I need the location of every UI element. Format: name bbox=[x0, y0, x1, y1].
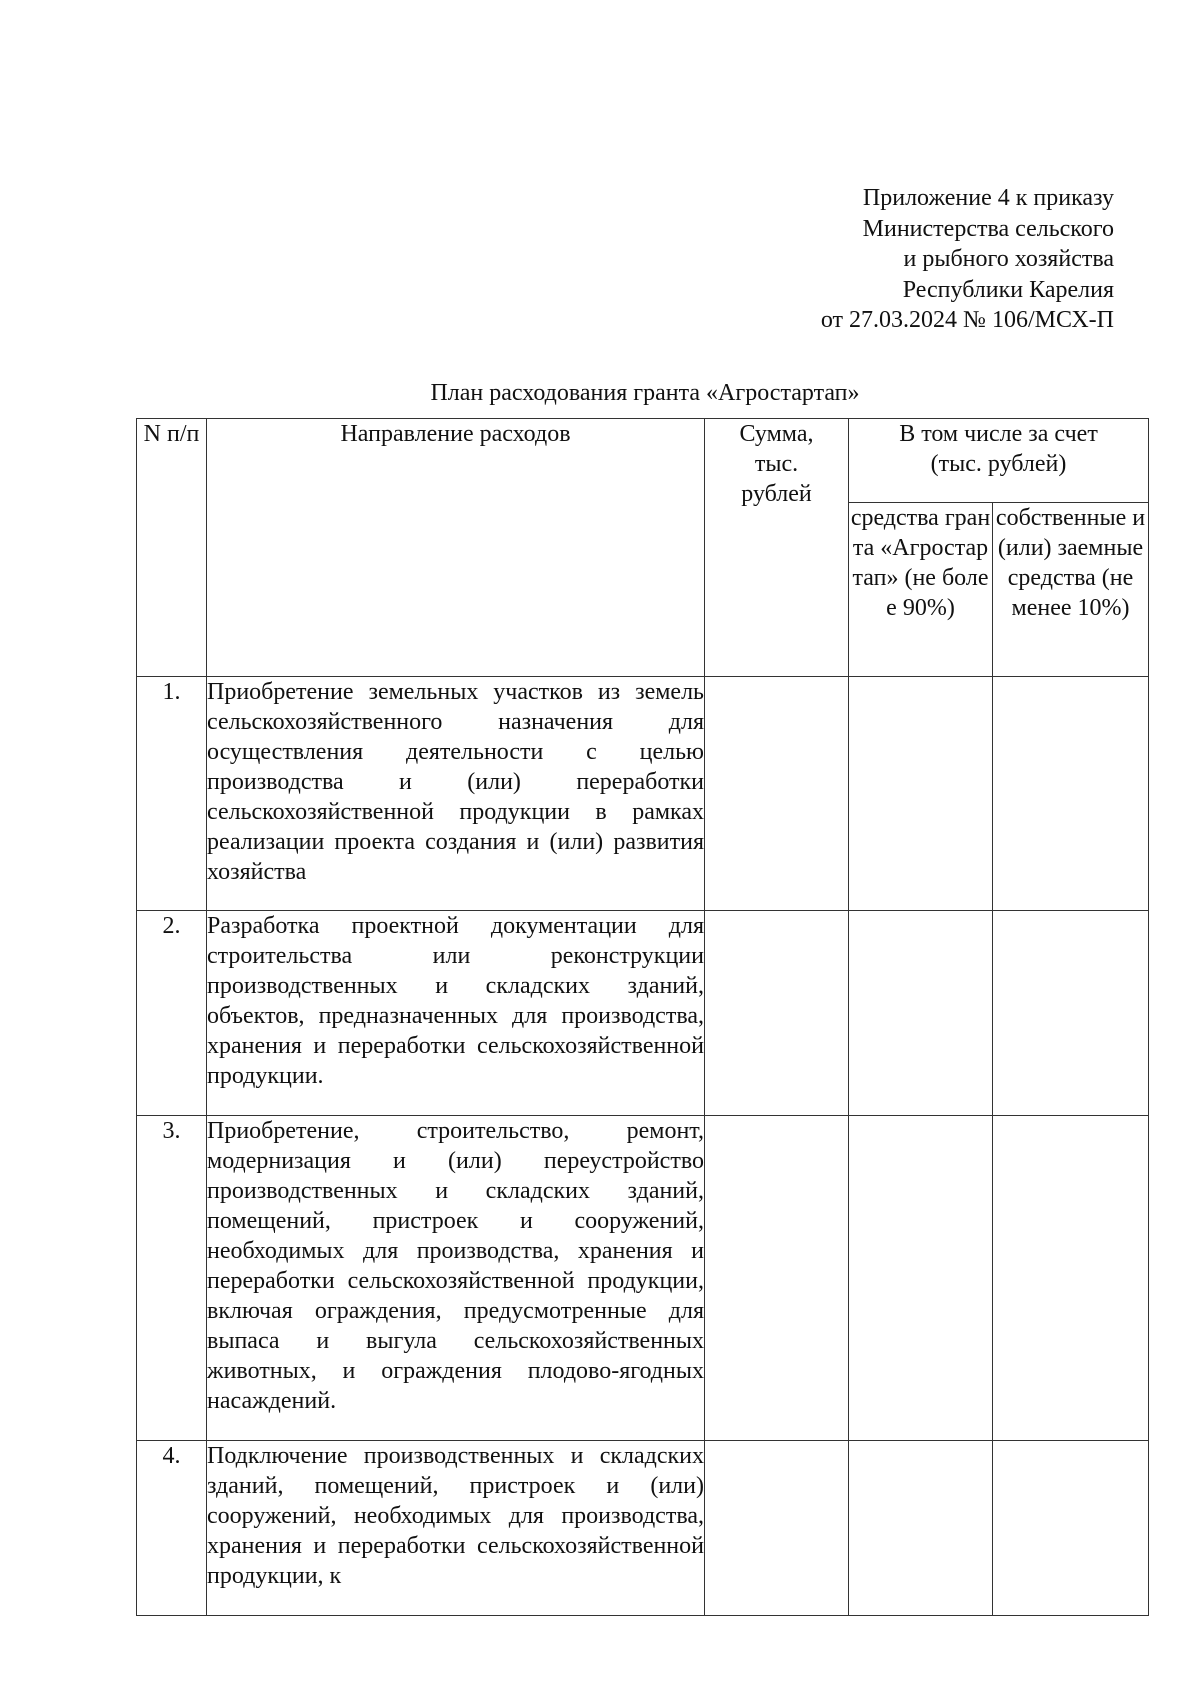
column-header-grant-funds: средства гранта «Агростартап» (не более 90%) bbox=[849, 503, 993, 677]
expense-direction: Приобретение земельных участков из земель сельскохозяйственного назначения для осуществления деятельности с целью производства и (или) переработки сельскохозяйственной продукции в рамках реализации проекта создания и (или) развития хозяйства bbox=[207, 677, 705, 911]
column-header-including: В том числе за счет (тыс. рублей) bbox=[849, 419, 1149, 503]
column-header-num: N п/п bbox=[137, 419, 207, 677]
column-header-own-funds: собственные и (или) заемные средства (не менее 10%) bbox=[993, 503, 1149, 677]
expense-direction: Разработка проектной документации для строительства или реконструкции производственных и складских зданий, объектов, предназначенных для производства, хранения и переработки сельскохозяйственной продукции. bbox=[207, 911, 705, 1116]
expense-direction: Приобретение, строительство, ремонт, модернизация и (или) переустройство производственных и складских зданий, помещений, пристроек и сооружений, необходимых для производства, хранения и переработки сельскохозяйственной продукции, включая ограждения, предусмотренные для выпаса и выгула сельскохозяйственных животных, и ограждения плодово-ягодных насаждений. bbox=[207, 1116, 705, 1441]
header-line: Министерства сельского bbox=[862, 215, 1114, 242]
grant-funds-cell bbox=[849, 911, 993, 1116]
column-header-sum: Сумма, тыс. рублей bbox=[705, 419, 849, 677]
header-line: от 27.03.2024 № 106/МСХ-П bbox=[820, 307, 1114, 333]
document-title: План расходования гранта «Агростартап» bbox=[430, 380, 860, 406]
table-row bbox=[137, 677, 1149, 911]
row-number: 3. bbox=[137, 1116, 207, 1441]
expense-plan-table bbox=[136, 418, 1149, 1616]
table-row bbox=[137, 1116, 1149, 1441]
grant-funds-cell bbox=[849, 677, 993, 911]
table-row bbox=[137, 1441, 1149, 1616]
column-header-direction: Направление расходов bbox=[207, 419, 705, 677]
sum-cell bbox=[705, 911, 849, 1116]
table-row bbox=[137, 911, 1149, 1116]
header-line: и рыбного хозяйства bbox=[903, 246, 1114, 272]
order-appendix-header bbox=[821, 183, 1114, 336]
row-number: 2. bbox=[137, 911, 207, 1116]
grant-funds-cell bbox=[849, 1116, 993, 1441]
own-funds-cell bbox=[993, 1116, 1149, 1441]
sum-cell bbox=[705, 677, 849, 911]
sum-cell bbox=[705, 1116, 849, 1441]
grant-funds-cell bbox=[849, 1441, 993, 1616]
header-line: Приложение 4 к приказу bbox=[862, 185, 1114, 211]
own-funds-cell bbox=[993, 1441, 1149, 1616]
header-line: Республики Карелия bbox=[902, 276, 1114, 303]
own-funds-cell bbox=[993, 677, 1149, 911]
expense-direction: Подключение производственных и складских зданий, помещений, пристроек и (или) сооружений, необходимых для производства, хранения и переработки сельскохозяйственной продукции, к bbox=[207, 1441, 705, 1616]
sum-cell bbox=[705, 1441, 849, 1616]
row-number: 4. bbox=[137, 1441, 207, 1616]
own-funds-cell bbox=[993, 911, 1149, 1116]
row-number: 1. bbox=[137, 677, 207, 911]
